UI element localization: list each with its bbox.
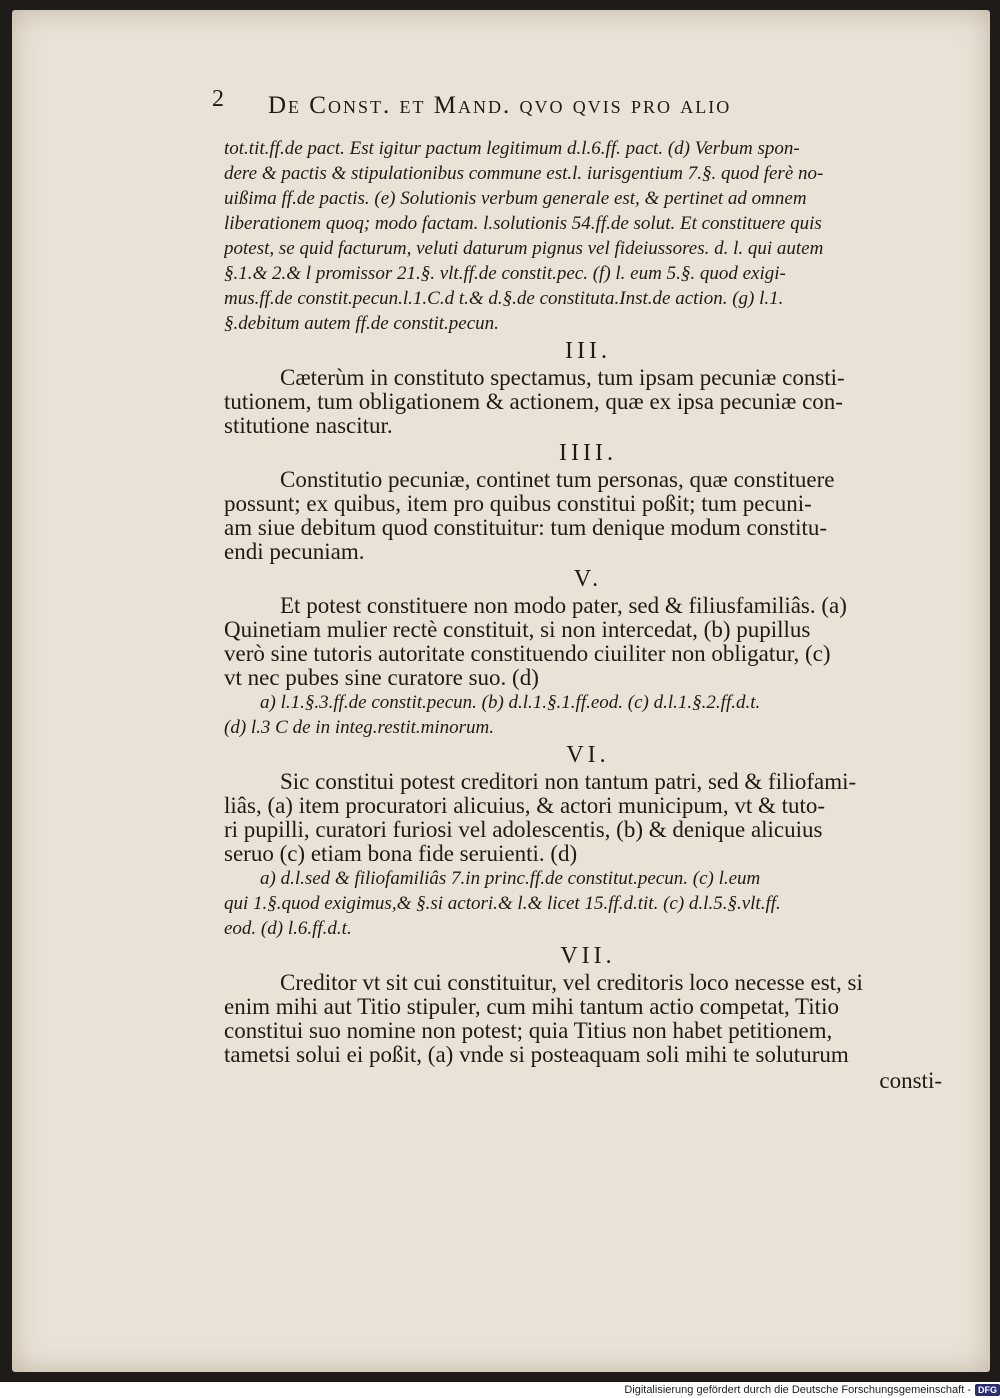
catchword: consti- bbox=[879, 1068, 942, 1093]
footnote-line: a) d.l.sed & filiofamiliâs 7.in princ.ff.de constitut.pecun. (c) l.eum bbox=[260, 868, 761, 889]
running-head: De Const. et Mand. qvo qvis pro alio bbox=[268, 92, 732, 119]
body-text-line: vt nec pubes sine curatore suo. (d) bbox=[224, 666, 539, 690]
footnote-line: §.1.& 2.& l promissor 21.§. vlt.ff.de constit.pec. (f) l. eum 5.§. quod exigi- bbox=[224, 263, 786, 284]
footnote-line: eod. (d) l.6.ff.d.t. bbox=[224, 918, 352, 939]
body-text-line: endi pecuniam. bbox=[224, 540, 365, 564]
footer-credit-text: Digitalisierung gefördert durch die Deutsche Forschungsgemeinschaft - bbox=[624, 1384, 971, 1396]
body-text-line: possunt; ex quibus, item pro quibus constitui poßit; tum pecuni- bbox=[224, 492, 812, 516]
book-page bbox=[12, 10, 990, 1372]
body-text-line: tametsi solui ei poßit, (a) vnde si posteaquam soli mihi te soluturum bbox=[224, 1043, 849, 1067]
footnote-line: §.debitum autem ff.de constit.pecun. bbox=[224, 313, 499, 334]
body-text-line: Creditor vt sit cui constituitur, vel creditoris loco necesse est, si bbox=[280, 971, 863, 995]
footnote-line: dere & pactis & stipulationibus commune est.l. iurisgentium 7.§. quod ferè no- bbox=[224, 163, 824, 184]
footnote-line: liberationem quoq; modo factam. l.solutionis 54.ff.de solut. Et constituere quis bbox=[224, 213, 822, 234]
section-heading: III. bbox=[565, 338, 611, 364]
footnote-line: uißima ff.de pactis. (e) Solutionis verbum generale est, & pertinet ad omnem bbox=[224, 188, 807, 209]
footnote-line: a) l.1.§.3.ff.de constit.pecun. (b) d.l.1.§.1.ff.eod. (c) d.l.1.§.2.ff.d.t. bbox=[260, 692, 761, 713]
section-heading: IIII. bbox=[559, 440, 617, 466]
body-text-line: liâs, (a) item procuratori alicuius, & actori municipum, vt & tuto- bbox=[224, 794, 826, 818]
body-text-line: verò sine tutoris autoritate constituendo ciuiliter non obligatur, (c) bbox=[224, 642, 831, 666]
body-text-line: am siue debitum quod constituitur: tum denique modum constitu- bbox=[224, 516, 828, 540]
body-text-line: constitui suo nomine non potest; quia Titius non habet petitionem, bbox=[224, 1019, 833, 1043]
footnote-line: (d) l.3 C de in integ.restit.minorum. bbox=[224, 717, 495, 738]
body-text-line: seruo (c) etiam bona fide seruienti. (d) bbox=[224, 842, 578, 866]
section-heading: V. bbox=[573, 566, 603, 592]
body-text-line: tutionem, tum obligationem & actionem, quæ ex ipsa pecuniæ con- bbox=[224, 390, 843, 414]
dfg-logo-icon: DFG bbox=[975, 1384, 1000, 1396]
body-text-line: Constitutio pecuniæ, continet tum personas, quæ constituere bbox=[280, 468, 835, 492]
body-text-line: Et potest constituere non modo pater, sed & filiusfamiliâs. (a) bbox=[280, 594, 847, 618]
footnote-line: potest, se quid facturum, veluti daturum pignus vel fideiussores. d. l. qui autem bbox=[224, 238, 824, 259]
text-block bbox=[224, 136, 952, 1095]
footnote-line: tot.tit.ff.de pact. Est igitur pactum legitimum d.l.6.ff. pact. (d) Verbum spon- bbox=[224, 138, 800, 159]
page-number: 2 bbox=[212, 86, 224, 112]
footnote-line: qui 1.§.quod exigimus,& §.si actori.& l.& licet 15.ff.d.tit. (c) d.l.5.§.vlt.ff. bbox=[224, 893, 781, 914]
footnote-line: mus.ff.de constit.pecun.l.1.C.d t.& d.§.de constituta.Inst.de action. (g) l.1. bbox=[224, 288, 784, 309]
body-text-line: Sic constitui potest creditori non tantum patri, sed & filiofami- bbox=[280, 770, 857, 794]
footer-credit bbox=[624, 1382, 1000, 1398]
body-text-line: enim mihi aut Titio stipuler, cum mihi tantum actio competat, Titio bbox=[224, 995, 839, 1019]
body-text-line: Cæterùm in constituto spectamus, tum ipsam pecuniæ consti- bbox=[280, 366, 845, 390]
body-text-line: ri pupilli, curatori furiosi vel adolescentis, (b) & denique alicuius bbox=[224, 818, 823, 842]
section-heading: VII. bbox=[560, 943, 616, 969]
body-text-line: stitutione nascitur. bbox=[224, 414, 393, 438]
body-text-line: Quinetiam mulier rectè constituit, si non intercedat, (b) pupillus bbox=[224, 618, 811, 642]
section-heading: VI. bbox=[566, 742, 610, 768]
